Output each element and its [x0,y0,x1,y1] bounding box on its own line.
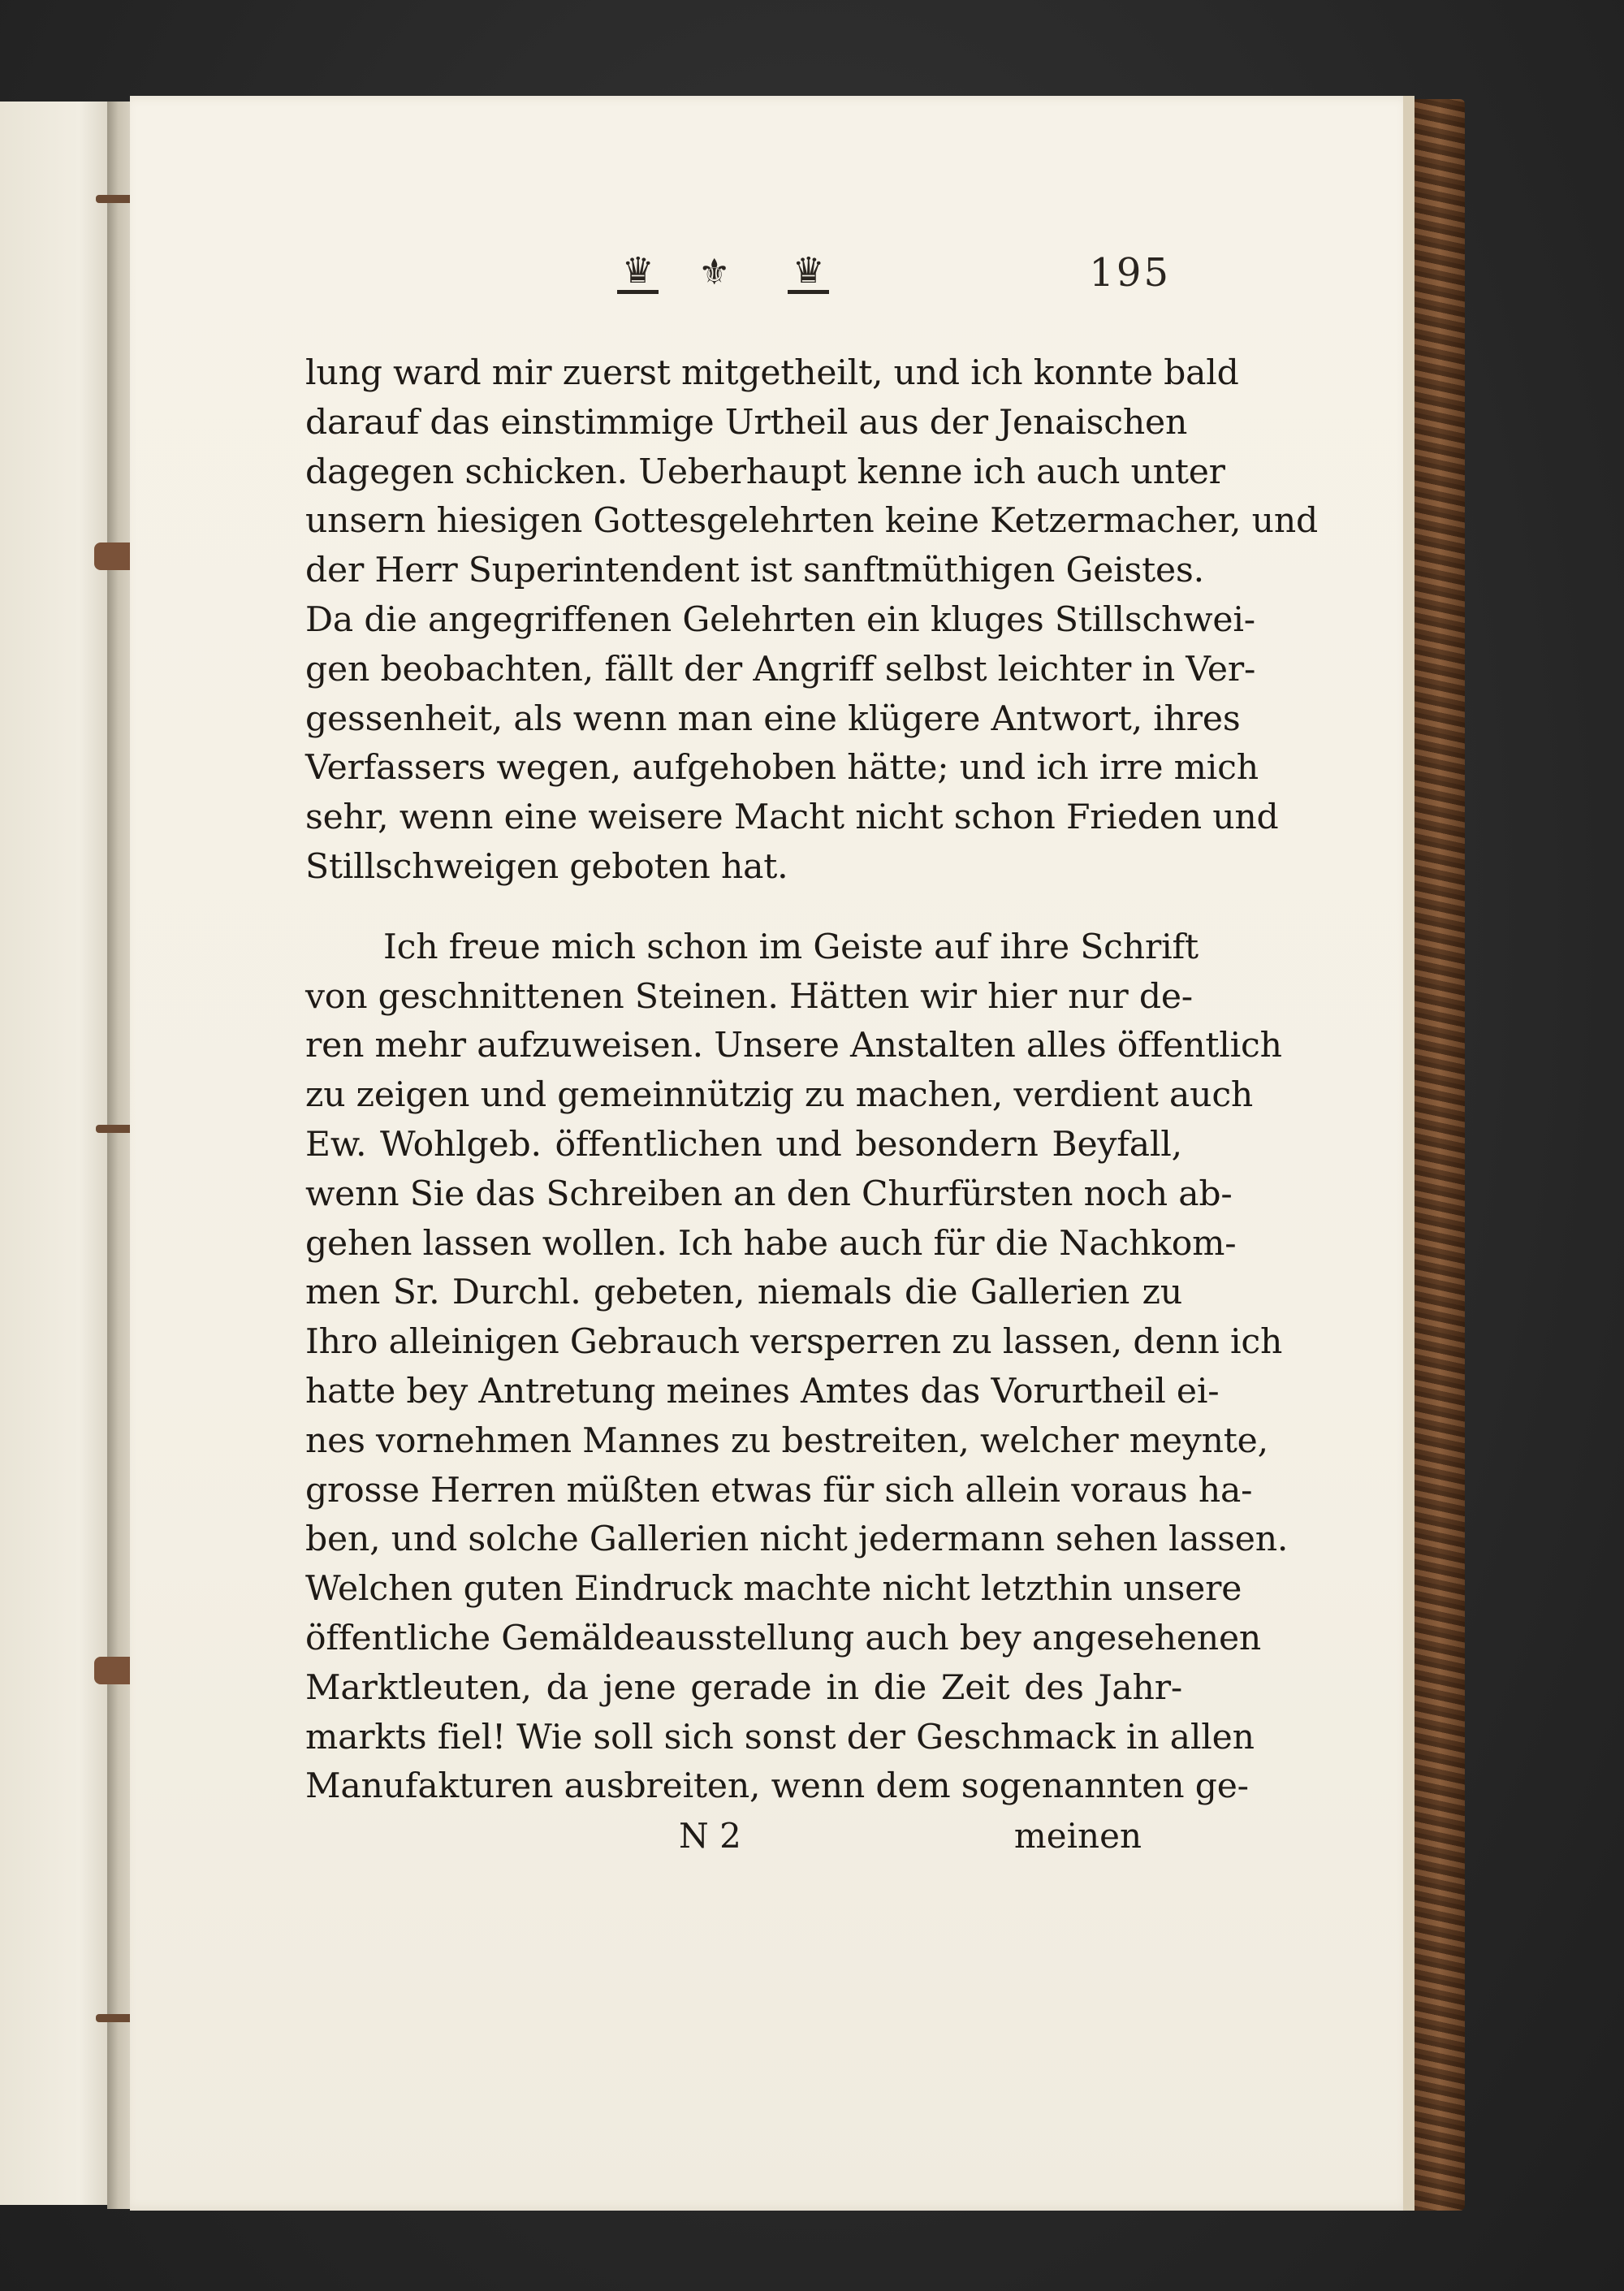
text-line: grosse Herren müßten etwas für sich allein voraus ha- [305,1470,1253,1511]
text-line: Stillschweigen geboten hat. [305,846,788,887]
text-line: nes vornehmen Mannes zu bestreiten, welcher meynte, [305,1420,1268,1461]
text-line: lung ward mir zuerst mitgetheilt, und ich konnte bald [305,353,1239,393]
paragraph-break [305,893,1182,923]
text-line: gen beobachten, fällt der Angriff selbst leichter in Ver- [305,649,1256,689]
previous-page-edge [0,102,115,2205]
page-block-edge [1403,96,1415,2211]
crown-ornament-icon: ♛ [788,249,829,297]
text-line: unsern hiesigen Gottesgelehrten keine Ketzermacher, und [305,501,1319,542]
page-footer [305,1816,1142,1866]
text-line: Ihro alleinigen Gebrauch versperren zu lassen, denn ich [305,1322,1283,1363]
text-line: wenn Sie das Schreiben an den Churfürsten noch ab- [305,1174,1233,1214]
text-line: Manufakturen ausbreiten, wenn dem sogenannten ge- [305,1766,1249,1807]
text-line: dagegen schicken. Ueberhaupt kenne ich auch unter [305,452,1225,492]
text-line: der Herr Superintendent ist sanftmüthigen Geistes. [305,551,1204,591]
running-head [300,244,1177,309]
text-line: Da die angegriffenen Gelehrten ein kluges Stillschwei- [305,599,1255,640]
text-line: Verfassers wegen, aufgehoben hätte; und ich irre mich [305,748,1259,789]
marbled-fore-edge [1415,99,1465,2211]
body-text [305,349,1319,1812]
text-line: ren mehr aufzuweisen. Unsere Anstalten alles öffentlich [305,1026,1282,1066]
text-line: zu zeigen und gemeinnützig zu machen, verdient auch [305,1075,1254,1116]
text-line: Ich freue mich schon im Geiste auf ihre Schrift [383,927,1199,967]
text-line: gehen lassen wollen. Ich habe auch für die Nachkom- [305,1223,1237,1264]
text-line: ben, und solche Gallerien nicht jedermann sehen lassen. [305,1519,1289,1560]
text-line: Ew. Wohlgeb. öffentlichen und besondern Beyfall, [305,1124,1182,1165]
text-line: gessenheit, als wenn man eine klügere Antwort, ihres [305,698,1241,739]
text-line: Welchen guten Eindruck machte nicht letzthin unsere [305,1569,1242,1610]
text-line: men Sr. Durchl. gebeten, niemals die Gallerien zu [305,1273,1182,1313]
text-line: hatte bey Antretung meines Amtes das Vorurtheil ei- [305,1371,1220,1411]
text-line: sehr, wenn eine weisere Macht nicht schon Frieden und [305,798,1279,838]
text-line: von geschnittenen Steinen. Hätten wir hier nur de- [305,976,1193,1017]
text-line: darauf das einstimmige Urtheil aus der Jenaischen [305,402,1188,443]
text-line: markts fiel! Wie soll sich sonst der Geschmack in allen [305,1717,1255,1757]
fleur-ornament-icon: ⚜ [698,252,731,293]
text-line: öffentliche Gemäldeausstellung auch bey angesehenen [305,1618,1262,1658]
printer-signature-mark: N 2 [679,1816,741,1856]
text-line: Marktleuten, da jene gerade in die Zeit des Jahr- [305,1667,1182,1708]
crown-ornament-icon: ♛ [617,249,659,297]
page-number: 195 [1089,250,1171,296]
catchword: meinen [1013,1816,1142,1856]
